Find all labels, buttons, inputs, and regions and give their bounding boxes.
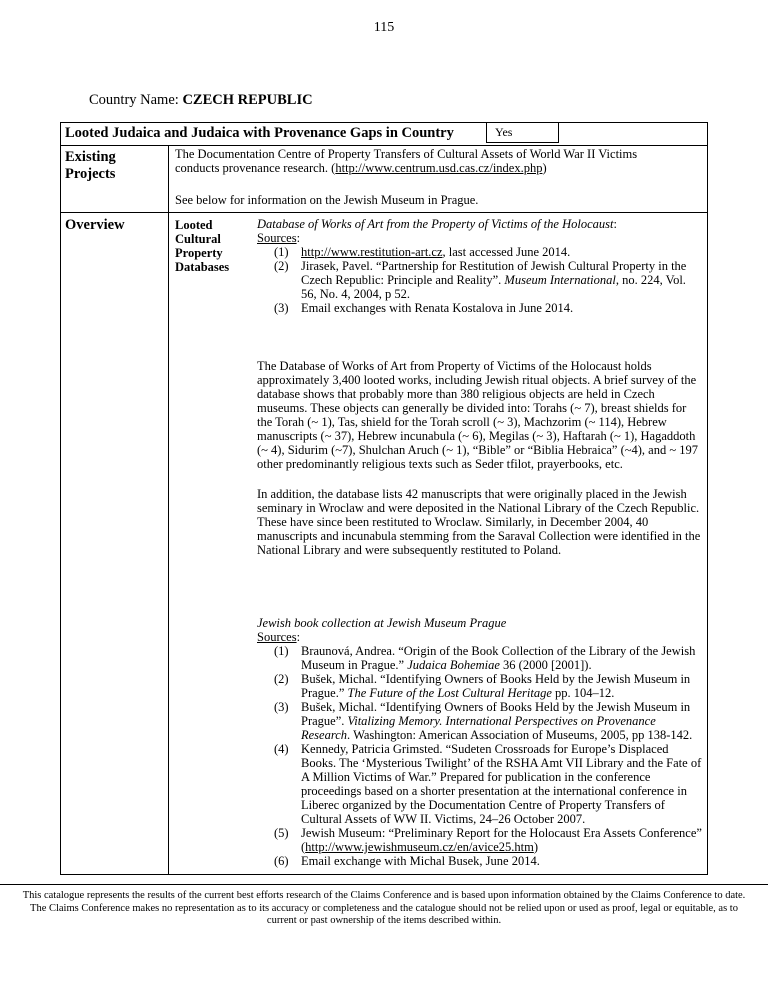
- db1-sources-label: [257, 231, 702, 245]
- list-item: [257, 245, 702, 259]
- sources-label: Sources: [257, 231, 297, 245]
- section-heading: Looted Judaica and Judaica with Provenance Gaps in Country: [65, 125, 454, 141]
- db2-sources-label: [257, 630, 702, 644]
- centrum-link[interactable]: http://www.centrum.usd.cas.cz/index.php: [335, 161, 543, 175]
- catalogue-table: [60, 122, 708, 875]
- text: Bušek, Michal. “Identifying Owners of Books Held by the Jewish Museum in Prague”.: [301, 700, 691, 728]
- country-label: Country Name:: [89, 92, 179, 108]
- disclaimer-footer: This catalogue represents the results of the current best efforts research of the Claims Conference and is based upon information obtained by the Claims Conference to date. The Claims Conference makes no representation as to its accuracy or completeness and the catalogue should not be relied upon or used as proof, legal or equitable, as to current or past ownership of the items described within.: [22, 890, 746, 926]
- footer-divider: [0, 884, 768, 885]
- divider: [168, 213, 169, 874]
- db1-paragraph-1: The Database of Works of Art from Property of Victims of the Holocaust holds approximately 3,400 looted works, including Jewish ritual objects. A brief survey of the database shows that probably more than 380 religious objects are held in Czech museums. These objects can generally be divided into: Torahs (~ 7), breast shields for the Torah (~ 1), Tas, shield for the Torah scroll (~ 3), Machzorim (~ 114), Hebrew manuscripts (~ 37), Hebrew incunabula (~ 6), Megilas (~ 3), Haftarah (~ 1), Hagaddoth (~ 4), Sidurim (~7), Shulchan Aruch (~ 1), “Bible” or “Biblia Hebraica” (~4), and ~ 197 other predominantly religious texts such as Seder tfilot, prayerbooks, etc.: [257, 359, 698, 471]
- list-item: [257, 700, 702, 742]
- text: :: [296, 231, 301, 245]
- text: Braunová, Andrea. “Origin of the Book Collection of the Library of the Jewish Museum in Prague.”: [301, 644, 696, 672]
- label-line: Databases: [175, 260, 230, 274]
- publication-title: Judaica Bohemiae: [407, 658, 500, 672]
- db1-title: [257, 217, 702, 231]
- text: :: [296, 630, 301, 644]
- text: Jewish Museum: “Preliminary Report for the Holocaust Era Assets Conference” (: [301, 826, 702, 854]
- country-name: CZECH REPUBLIC: [182, 92, 313, 108]
- divider: [168, 145, 169, 212]
- existing-projects-text: [175, 147, 680, 175]
- list-item: [257, 742, 702, 826]
- db2-sources-list: [257, 644, 702, 868]
- list-item: [257, 672, 702, 700]
- text: Kennedy, Patricia Grimsted. “Sudeten Crossroads for Europe’s Displaced Books. The ‘Mysterious Twilight’ of the RSHA Amt VII Library and the Fate of A Million Victims of War.” Prepared for publication in the conference proceedings based on a shorter presentation at the international conference in Liberec organized by the Documentation Centre of Property Transfers of Cultural Assets of WW II. Victims, 24–26 October 2007.: [301, 742, 702, 826]
- db2-title: Jewish book collection at Jewish Museum Prague: [257, 616, 507, 630]
- source-number: (2): [274, 672, 289, 686]
- jewishmuseum-link[interactable]: http://www.jewishmuseum.cz/en/avice25.htm: [305, 840, 534, 854]
- yes-answer-box: Yes: [486, 122, 559, 143]
- source-number: (3): [274, 301, 289, 315]
- text: , no. 224, Vol. 56, No. 4, 2004, p 52.: [301, 273, 686, 301]
- see-below-note: See below for information on the Jewish Museum in Prague.: [175, 193, 479, 207]
- list-item: [257, 826, 702, 854]
- label-line: Cultural: [175, 232, 221, 246]
- list-item: [257, 644, 702, 672]
- list-item: [257, 854, 702, 868]
- sources-label: Sources: [257, 630, 297, 644]
- overview-label: Overview: [65, 217, 125, 233]
- publication-title: Museum International: [504, 273, 616, 287]
- db1-block: [257, 217, 702, 315]
- text: . Washington: American Association of Museums, 2005, pp 138-142.: [347, 728, 693, 742]
- text: ): [533, 840, 538, 854]
- list-item: [257, 259, 702, 301]
- source-number: (2): [274, 259, 289, 273]
- page-number: 115: [373, 20, 395, 35]
- publication-title: Vitalizing Memory. International Perspectives on Provenance Research: [301, 714, 656, 742]
- publication-title: The Future of the Lost Cultural Heritage: [347, 686, 552, 700]
- source-number: (6): [274, 854, 289, 868]
- text: pp. 104–12.: [551, 686, 615, 700]
- looted-property-databases-label: [175, 218, 229, 274]
- text: , last accessed June 2014.: [442, 245, 571, 259]
- text: 36 (2000 [2001]).: [499, 658, 592, 672]
- text: Bušek, Michal. “Identifying Owners of Books Held by the Jewish Museum in Prague.”: [301, 672, 691, 700]
- label-line: Property: [175, 246, 223, 260]
- text: ): [542, 161, 547, 175]
- text: Jirasek, Pavel. “Partnership for Restitution of Jewish Cultural Property in the Czech Republic: Principle and Reality”.: [301, 259, 687, 287]
- label-line: Existing: [65, 149, 116, 165]
- restitution-art-link[interactable]: http://www.restitution-art.cz: [301, 245, 443, 259]
- section-heading-row: [61, 123, 707, 146]
- country-line: [89, 92, 313, 109]
- db1-paragraph-2: In addition, the database lists 42 manuscripts that were originally placed in the Jewish seminary in Wroclaw and were deposited in the National Library of the Czech Republic. These have since been restituted to Wroclaw. Similarly, in December 2004, 40 manuscripts and incunabula stemming from the Saraval Collection were identified in the National Library and were subsequently restituted to Poland.: [257, 487, 701, 557]
- source-number: (1): [274, 644, 289, 658]
- text: :: [613, 217, 617, 231]
- source-number: (5): [274, 826, 289, 840]
- label-line: Looted: [175, 218, 213, 232]
- divider: [61, 212, 707, 213]
- source-number: (4): [274, 742, 289, 756]
- text: Email exchanges with Renata Kostalova in June 2014.: [301, 301, 574, 315]
- label-line: Projects: [65, 166, 116, 182]
- text: Email exchange with Michal Busek, June 2014.: [301, 854, 540, 868]
- list-item: [257, 301, 702, 315]
- db2-block: [257, 616, 702, 868]
- existing-projects-label: [65, 149, 116, 183]
- text: The Documentation Centre of Property Transfers of Cultural Assets of World War II Victims conducts provenance research. (: [175, 147, 638, 175]
- source-number: (1): [274, 245, 289, 259]
- title-text: Database of Works of Art from the Property of Victims of the Holocaust: [257, 217, 614, 231]
- db1-sources-list: [257, 245, 702, 315]
- source-number: (3): [274, 700, 289, 714]
